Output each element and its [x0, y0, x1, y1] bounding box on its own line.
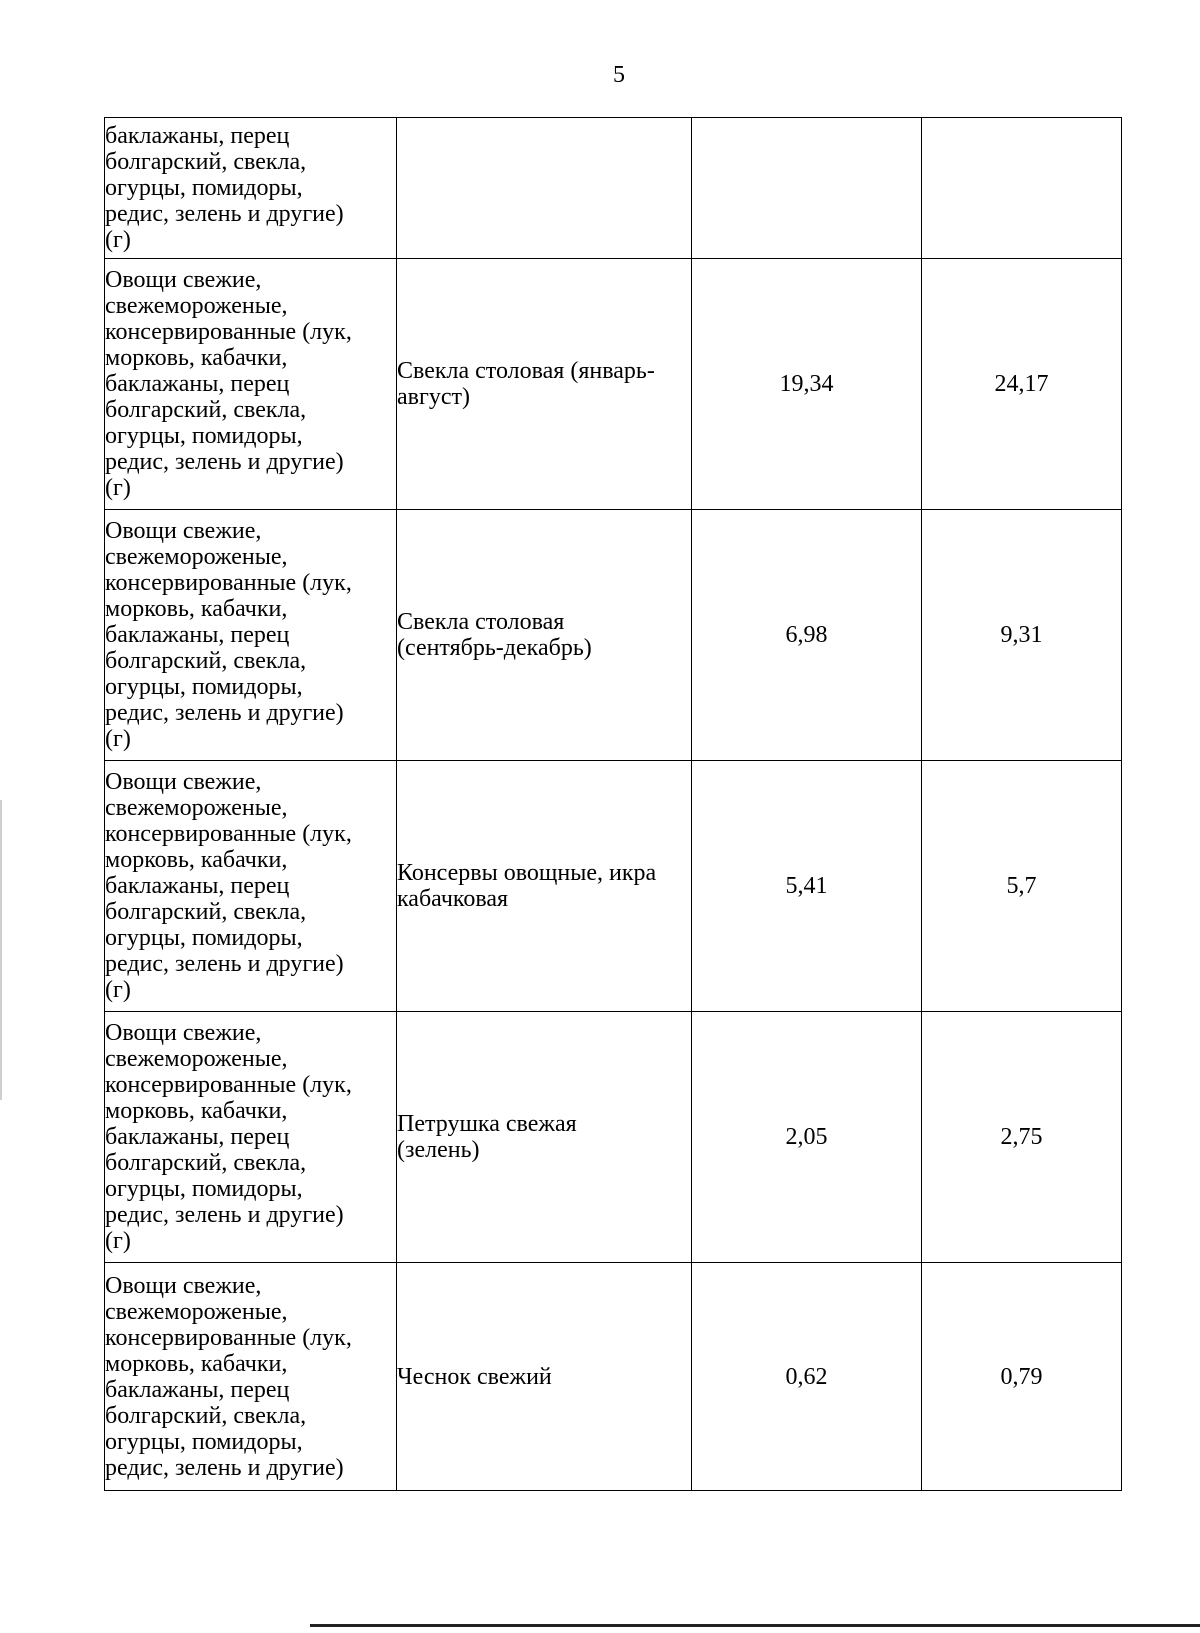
product-text: Чеснок свежий [397, 1363, 552, 1390]
table-row [105, 259, 1122, 510]
table-row [105, 761, 1122, 1012]
category-cell [105, 761, 397, 1012]
value-2-cell: 5,7 [922, 761, 1122, 1012]
category-text: Овощи свежие, свежемороженые, консервированные (лук, морковь, кабачки, баклажаны, перец болгарский, свекла, огурцы, помидоры, редис, зелень и другие) (г) [105, 1020, 352, 1254]
category-cell [105, 259, 397, 510]
value-2-cell: 0,79 [922, 1263, 1122, 1491]
value-2-cell: 2,75 [922, 1012, 1122, 1263]
table-row [105, 1263, 1122, 1491]
product-cell [397, 1012, 692, 1263]
table-row [105, 1012, 1122, 1263]
product-cell [397, 259, 692, 510]
value-2-cell [922, 118, 1122, 259]
value-2-cell: 24,17 [922, 259, 1122, 510]
value-1-cell [692, 118, 922, 259]
value-1-cell: 19,34 [692, 259, 922, 510]
category-cell [105, 510, 397, 761]
product-text: Петрушка свежая (зелень) [397, 1111, 577, 1163]
category-text: Овощи свежие, свежемороженые, консервированные (лук, морковь, кабачки, баклажаны, перец болгарский, свекла, огурцы, помидоры, редис, зелень и другие) [105, 1272, 352, 1481]
product-cell [397, 761, 692, 1012]
value-1-cell: 5,41 [692, 761, 922, 1012]
table-row-continued [105, 118, 1122, 259]
category-text: Овощи свежие, свежемороженые, консервированные (лук, морковь, кабачки, баклажаны, перец болгарский, свекла, огурцы, помидоры, редис, зелень и другие) (г) [105, 769, 352, 1003]
product-text: Свекла столовая (сентябрь-декабрь) [397, 609, 592, 661]
value-1-cell: 6,98 [692, 510, 922, 761]
category-cell [105, 118, 397, 259]
value-1-cell: 2,05 [692, 1012, 922, 1263]
food-norms-table [104, 117, 1122, 1491]
table-row [105, 510, 1122, 761]
category-text: Овощи свежие, свежемороженые, консервированные (лук, морковь, кабачки, баклажаны, перец болгарский, свекла, огурцы, помидоры, редис, зелень и другие) (г) [105, 267, 352, 501]
value-2-cell: 9,31 [922, 510, 1122, 761]
product-cell [397, 118, 692, 259]
scan-edge-mark [0, 800, 2, 1100]
bottom-rule [310, 1624, 1200, 1627]
value-1-cell: 0,62 [692, 1263, 922, 1491]
page-number: 5 [613, 62, 625, 88]
category-text: Овощи свежие, свежемороженые, консервированные (лук, морковь, кабачки, баклажаны, перец болгарский, свекла, огурцы, помидоры, редис, зелень и другие) (г) [105, 518, 352, 752]
category-cell [105, 1012, 397, 1263]
product-text: Консервы овощные, икра кабачковая [397, 860, 657, 912]
product-cell [397, 1263, 692, 1491]
product-text: Свекла столовая (январь- август) [397, 358, 655, 410]
category-text: баклажаны, перец болгарский, свекла, огурцы, помидоры, редис, зелень и другие) (г) [105, 123, 344, 253]
product-cell [397, 510, 692, 761]
category-cell [105, 1263, 397, 1491]
